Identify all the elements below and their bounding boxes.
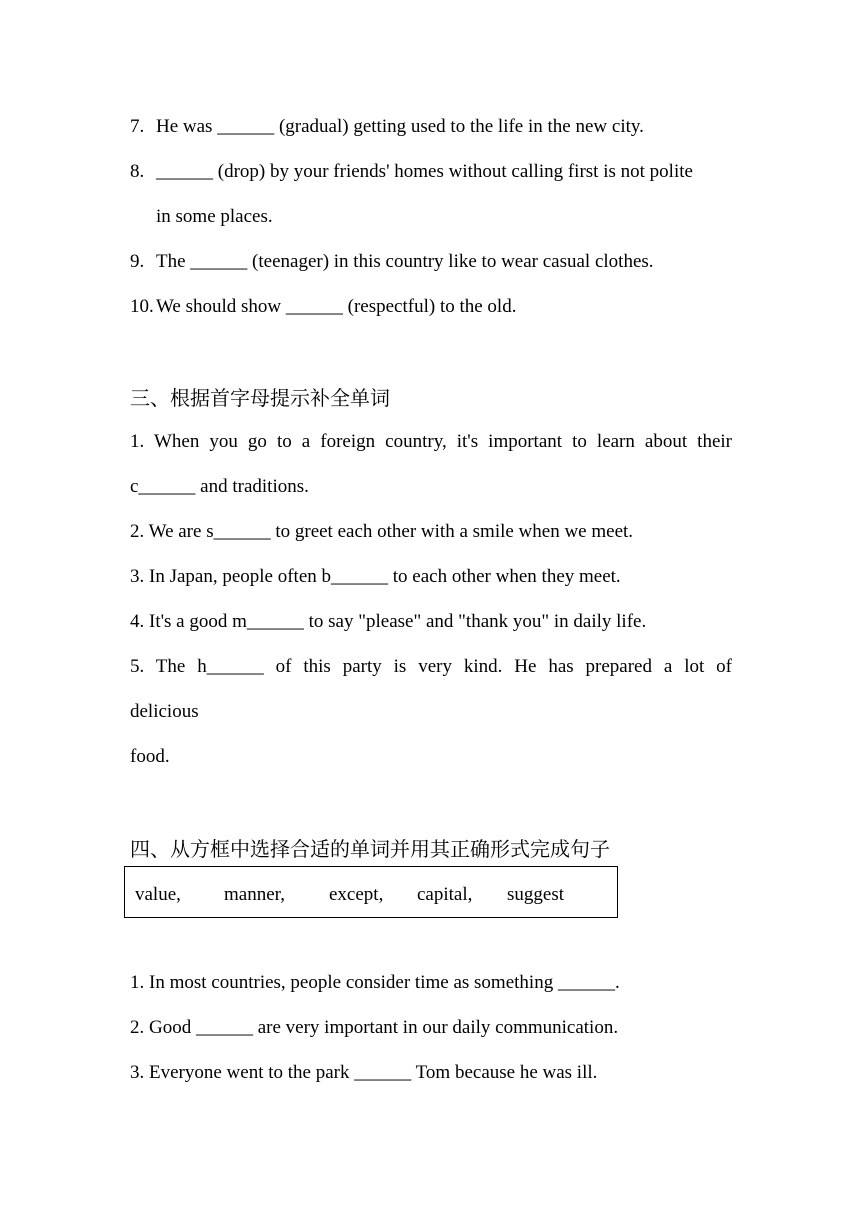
item-number: 7. — [130, 116, 145, 137]
word-bank-item: except, — [329, 884, 384, 905]
section-4-heading: 四、从方框中选择合适的单词并用其正确形式完成句子 — [130, 837, 610, 861]
item-text: We should show ______ (respectful) to the old. — [156, 296, 517, 317]
word-bank-item: capital, — [417, 884, 473, 905]
section-3-heading: 三、根据首字母提示补全单词 — [130, 386, 390, 410]
item-text: The ______ (teenager) in this country like to wear casual clothes. — [156, 251, 654, 272]
s3-item-1-line1: 1. When you go to a foreign country, it's important to learn about their — [130, 431, 732, 452]
item-text: ______ (drop) by your friends' homes without calling first is not polite — [156, 161, 693, 182]
exercise-item-9 — [130, 250, 732, 274]
exercise-item-7 — [130, 115, 732, 139]
item-number: 10. — [130, 296, 154, 317]
s4-item-3: 3. Everyone went to the park ______ Tom because he was ill. — [130, 1062, 598, 1083]
s3-item-4: 4. It's a good m______ to say "please" and "thank you" in daily life. — [130, 611, 647, 632]
word-bank-item: value, — [135, 884, 181, 905]
exercise-item-8 — [130, 160, 732, 184]
s3-item-2: 2. We are s______ to greet each other with a smile when we meet. — [130, 521, 634, 542]
s4-item-1: 1. In most countries, people consider time as something ______. — [130, 972, 620, 993]
s3-item-5-line3: food. — [130, 746, 170, 767]
item-text: He was ______ (gradual) getting used to the life in the new city. — [156, 116, 644, 137]
exercise-item-8-continuation: in some places. — [156, 206, 273, 227]
s3-item-1-line2: c______ and traditions. — [130, 476, 309, 497]
item-number: 8. — [130, 161, 145, 182]
word-bank-item: manner, — [224, 884, 285, 905]
item-number: 9. — [130, 251, 145, 272]
s3-item-3: 3. In Japan, people often b______ to each other when they meet. — [130, 566, 621, 587]
s3-item-5-line1: 5. The h______ of this party is very kind. He has prepared a lot of — [130, 656, 732, 677]
exercise-item-10 — [130, 295, 732, 319]
s4-item-2: 2. Good ______ are very important in our daily communication. — [130, 1017, 619, 1038]
s3-item-5-line2: delicious — [130, 701, 199, 722]
word-bank-item: suggest — [507, 884, 564, 905]
word-bank-box — [124, 866, 618, 918]
